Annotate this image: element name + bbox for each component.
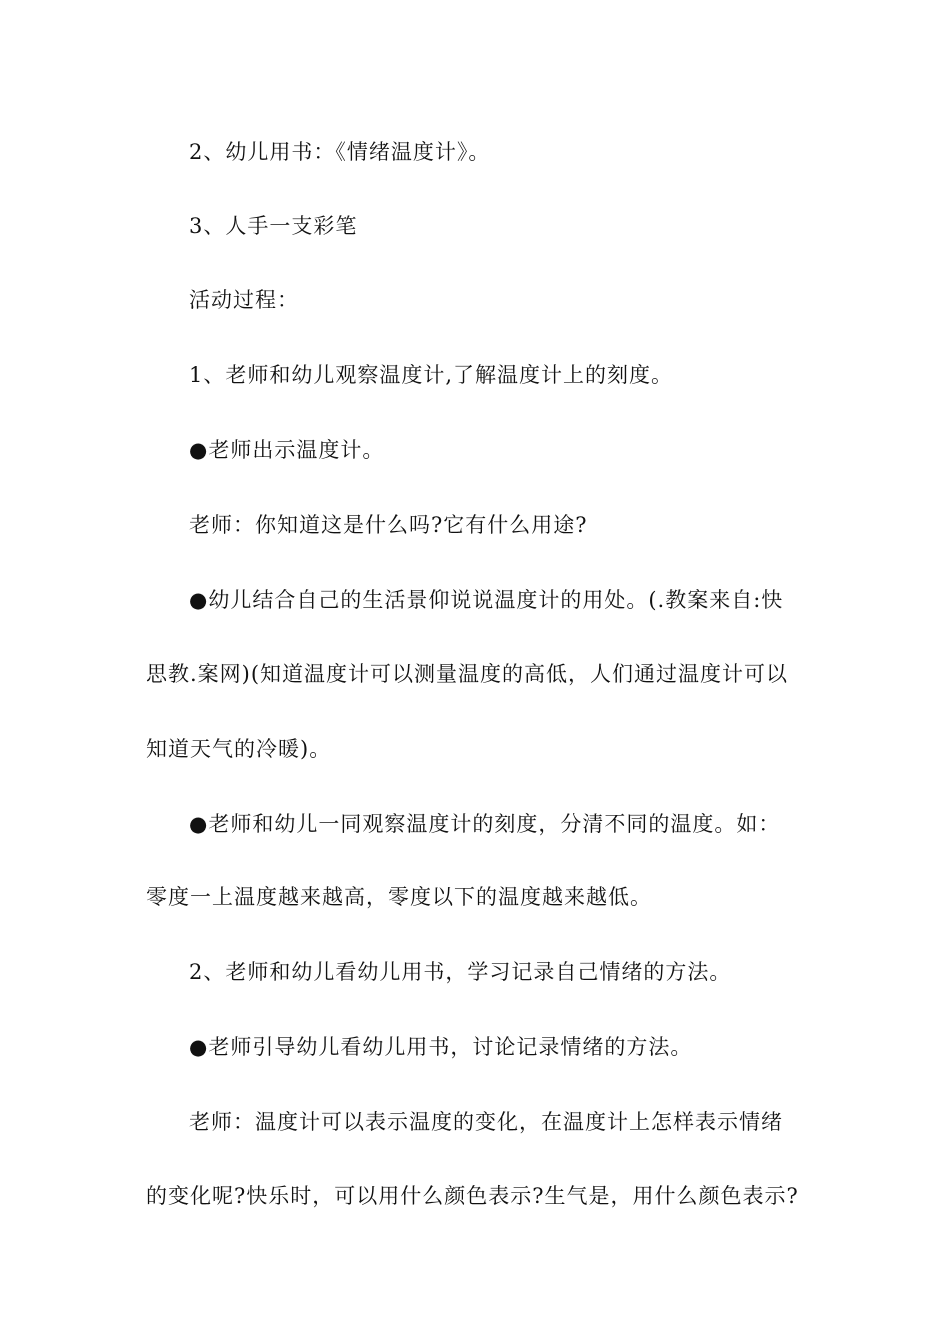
text-line-bullet-2-end: 知道天气的冷暖)。	[146, 737, 332, 761]
text-line-materials-pens: 3、人手一支彩笔	[189, 214, 358, 238]
text-line-bullet-2-start: ●幼儿结合自己的生活景仰说说温度计的用处。(.教案来自:快	[189, 588, 784, 612]
text-line-teacher-question-2-start: 老师：温度计可以表示温度的变化，在温度计上怎样表示情绪	[189, 1110, 783, 1134]
text-line-bullet-4: ●老师引导幼儿看幼儿用书，讨论记录情绪的方法。	[189, 1035, 693, 1059]
text-line-materials-book: 2、幼儿用书：《情绪温度计》。	[189, 140, 491, 164]
text-line-step-2: 2、老师和幼儿看幼儿用书，学习记录自己情绪的方法。	[189, 960, 732, 984]
text-line-step-1: 1、老师和幼儿观察温度计,了解温度计上的刻度。	[189, 363, 674, 387]
text-line-bullet-1: ●老师出示温度计。	[189, 438, 385, 462]
text-line-teacher-question-2-end: 的变化呢?快乐时，可以用什么颜色表示?生气是，用什么颜色表示?	[146, 1184, 799, 1208]
text-line-teacher-question-1: 老师：你知道这是什么吗?它有什么用途?	[189, 513, 588, 537]
text-line-bullet-3-end: 零度一上温度越来越高，零度以下的温度越来越低。	[146, 885, 652, 909]
section-heading-process: 活动过程：	[189, 288, 299, 312]
text-line-bullet-3-start: ●老师和幼儿一同观察温度计的刻度，分清不同的温度。如：	[189, 812, 781, 836]
text-line-bullet-2-cont: 思教.案网)(知道温度计可以测量温度的高低，人们通过温度计可以	[146, 662, 789, 686]
